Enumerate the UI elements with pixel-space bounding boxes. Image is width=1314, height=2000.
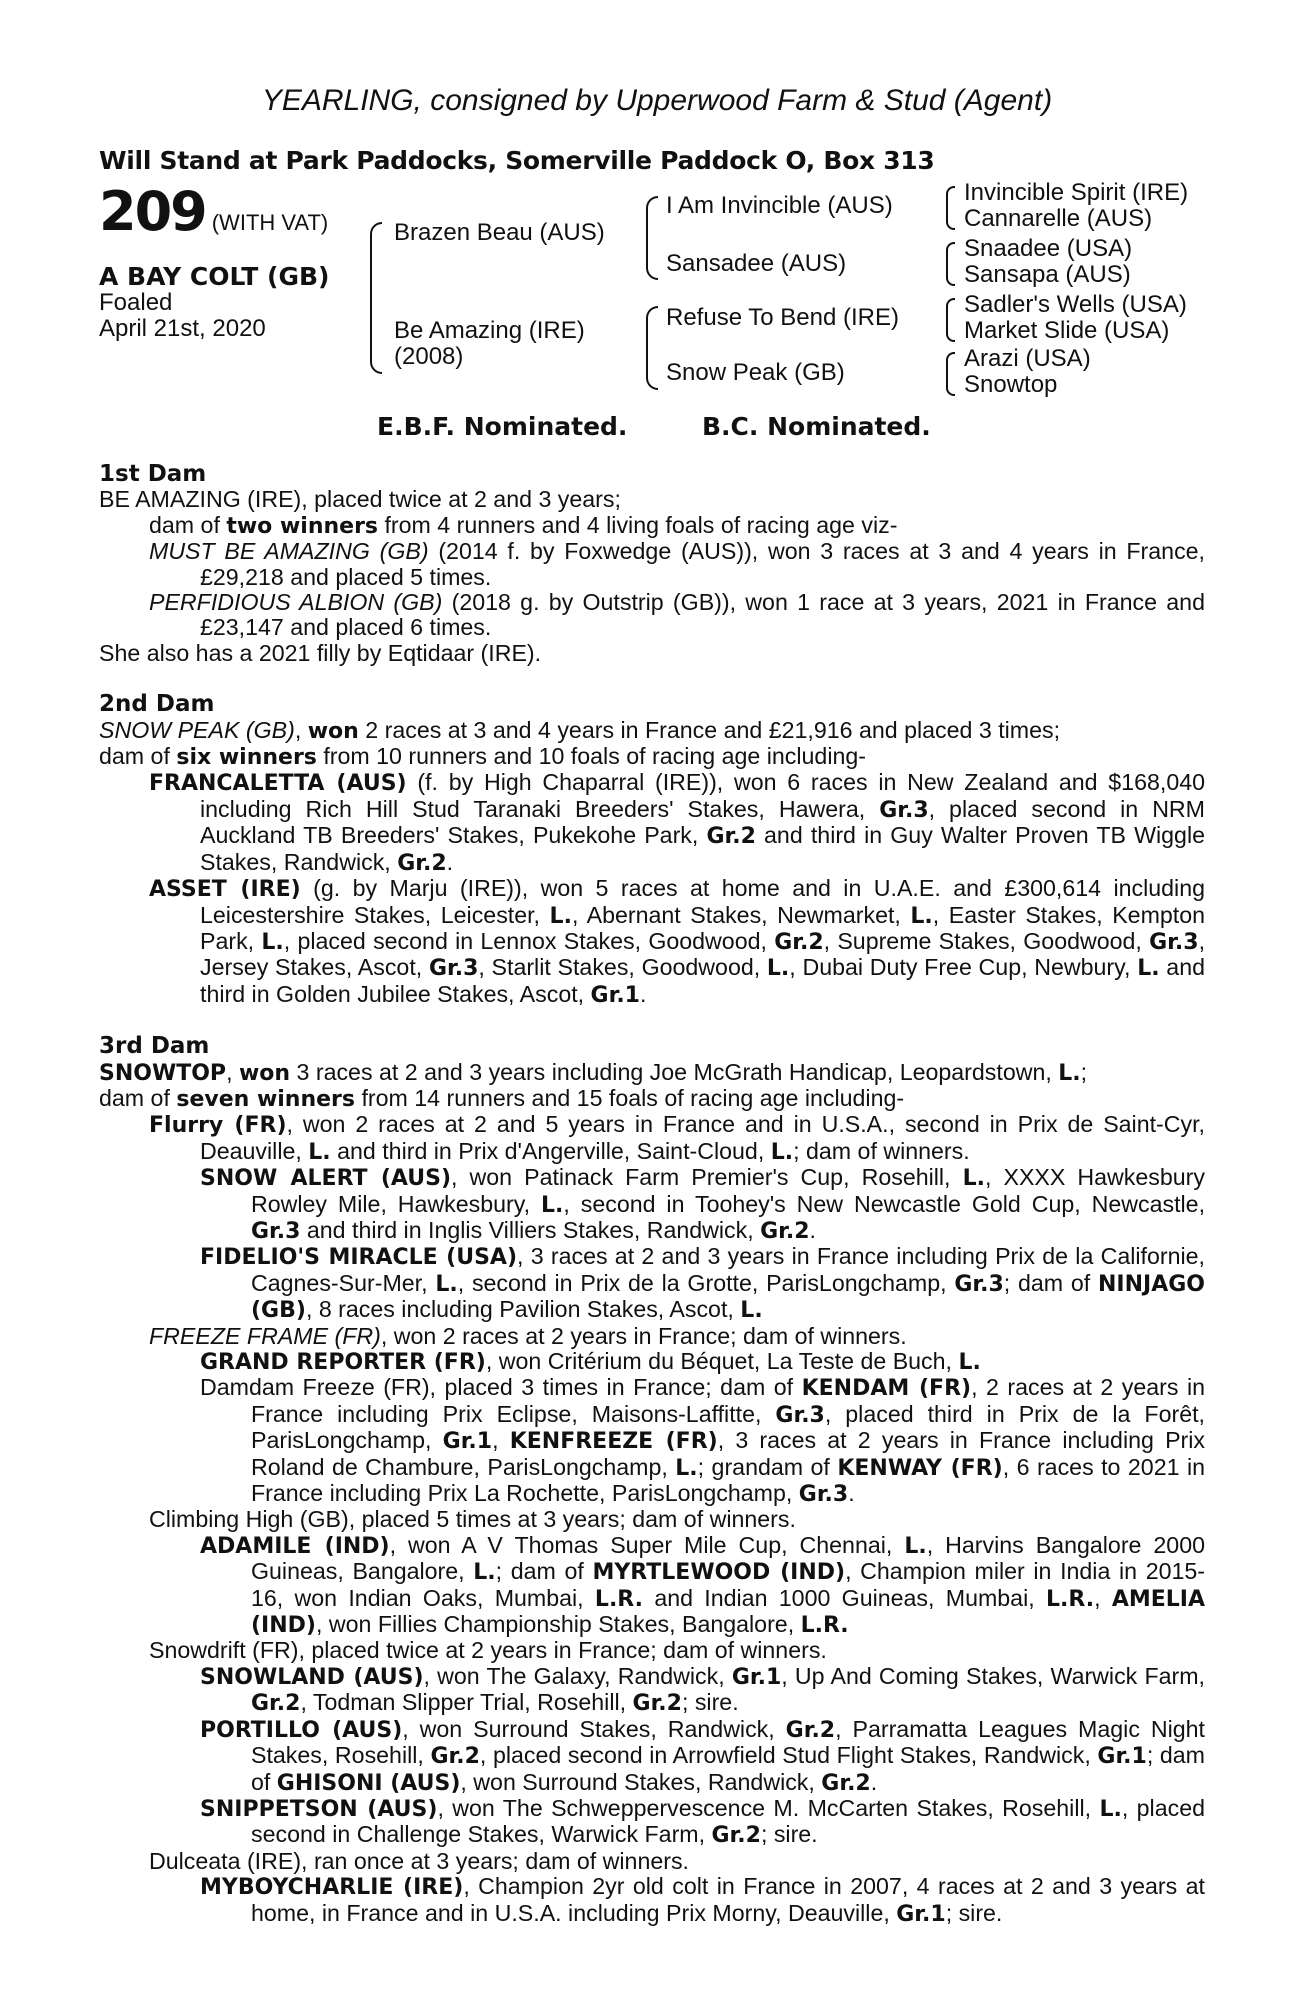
first-dam-entry: BE AMAZING (IRE), placed twice at 2 and 3 years; dam of two winners from 4 runners and 4 living foals of racing age viz-: [99, 486, 898, 539]
pedigree-gg6: Market Slide (USA): [964, 317, 1170, 344]
pedigree-brace-main: [370, 222, 382, 374]
pedigree-gg3: Snaadee (USA): [964, 235, 1133, 262]
pedigree-g1: I Am Invincible (AUS): [666, 192, 893, 219]
pedigree-gg2: Cannarelle (AUS): [964, 205, 1153, 232]
pedigree-brace-sire: [646, 196, 658, 280]
first-dam-note: She also has a 2021 filly by Eqtidaar (IRE).: [99, 639, 542, 666]
third-dam-grandchild-adamile: ADAMILE (IND), won A V Thomas Super Mile Cup, Chennai, L., Harvins Bangalore 2000 Guineas, Bangalore, L.; dam of MYRTLEWOOD (IND), Champion miler in India in 2015-16, won Indian Oaks, Mumbai, L.R. and Indian 1000 Guineas, Mumbai, L.R., AMELIA (IND), won Fillies Championship Stakes, Bangalore, L.R.: [200, 1531, 1205, 1639]
ebf-nominated: E.B.F. Nominated.: [377, 412, 628, 441]
bc-nominated: B.C. Nominated.: [702, 412, 931, 441]
second-dam-entry: SNOW PEAK (GB), won 2 races at 3 and 4 years in France and £21,916 and placed 3 times; dam of six winners from 10 runners and 10 foals of racing age including-: [99, 716, 1061, 771]
section-first-dam: 1st Dam: [99, 461, 207, 487]
pedigree-brace-gg5: [946, 298, 955, 342]
third-dam-progeny-snowdrift: Snowdrift (FR), placed twice at 2 years in France; dam of winners.: [149, 1637, 827, 1664]
lot-number-block: [99, 180, 328, 243]
third-dam-grandchild-fidelio: FIDELIO'S MIRACLE (USA), 3 races at 2 and 3 years in France including Prix de la Californie, Cagnes-Sur-Mer, L., second in Prix de la Grotte, ParisLongchamp, Gr.3; dam of NINJAGO (GB), 8 races including Pavilion Stakes, Ascot, L.: [200, 1243, 1205, 1324]
third-dam-grandchild-grand-reporter: GRAND REPORTER (FR), won Critérium du Béquet, La Teste de Buch, L.: [200, 1348, 981, 1375]
pedigree-gg5: Sadler's Wells (USA): [964, 291, 1187, 318]
page-title: YEARLING, consigned by Upperwood Farm & Stud (Agent): [261, 84, 1053, 117]
third-dam-progeny-dulceata: Dulceata (IRE), ran once at 3 years; dam of winners.: [149, 1847, 689, 1874]
section-third-dam: 3rd Dam: [99, 1033, 210, 1060]
third-dam-grandchild-myboycharlie: MYBOYCHARLIE (IRE), Champion 2yr old colt in France in 2007, 4 races at 2 and 3 years at home, in France and in U.S.A. including Prix Morny, Deauville, Gr.1; sire.: [200, 1873, 1205, 1927]
pedigree-dam: Be Amazing (IRE): [394, 317, 585, 344]
foaled-label: Foaled: [99, 289, 173, 316]
third-dam-progeny-freeze-frame: FREEZE FRAME (FR), won 2 races at 2 years in France; dam of winners.: [149, 1322, 907, 1349]
third-dam-grandchild-snippetson: SNIPPETSON (AUS), won The Schweppervescence M. McCarten Stakes, Rosehill, L., placed second in Challenge Stakes, Warwick Farm, Gr.2; sire.: [200, 1794, 1205, 1849]
third-dam-progeny-climbing-high: Climbing High (GB), placed 5 times at 3 years; dam of winners.: [149, 1506, 796, 1533]
section-second-dam: 2nd Dam: [99, 691, 215, 718]
pedigree-gg1: Invincible Spirit (IRE): [964, 179, 1189, 206]
pedigree-gg8: Snowtop: [964, 371, 1058, 398]
second-dam-progeny-2: ASSET (IRE) (g. by Marju (IRE)), won 5 races at home and in U.A.E. and £300,614 including Leicestershire Stakes, Leicester, L., Abernant Stakes, Newmarket, L., Easter Stakes, Kempton Park, L., placed second in Lennox Stakes, Goodwood, Gr.2, Supreme Stakes, Goodwood, Gr.3, Jersey Stakes, Ascot, Gr.3, Starlit Stakes, Goodwood, L., Dubai Duty Free Cup, Newbury, L. and third in Golden Jubilee Stakes, Ascot, Gr.1.: [149, 875, 1206, 1008]
stand-location: Will Stand at Park Paddocks, Somerville Paddock O, Box 313: [99, 146, 935, 175]
lot-number: 209: [99, 180, 206, 243]
foaled-info: [99, 290, 266, 342]
pedigree-brace-dam: [646, 306, 658, 390]
third-dam-progeny-flurry: Flurry (FR), won 2 races at 2 and 5 years in France and in U.S.A., second in Prix de Saint-Cyr, Deauville, L. and third in Prix d'Angerville, Saint-Cloud, L.; dam of winners.: [149, 1111, 1205, 1165]
pedigree-gg7: Arazi (USA): [964, 345, 1091, 372]
pedigree-g3: Refuse To Bend (IRE): [666, 304, 900, 331]
pedigree-brace-gg3: [946, 242, 955, 286]
third-dam-grandchild-snowland: SNOWLAND (AUS), won The Galaxy, Randwick, Gr.1, Up And Coming Stakes, Warwick Farm, Gr.2, Todman Slipper Trial, Rosehill, Gr.2; sire.: [200, 1662, 1205, 1717]
third-dam-grandchild-damdam-freeze: Damdam Freeze (FR), placed 3 times in France; dam of KENDAM (FR), 2 races at 2 years in France including Prix Eclipse, Maisons-Laffitte, Gr.3, placed third in Prix de la Forêt, ParisLongchamp, Gr.1, KENFREEZE (FR), 3 races at 2 years in France including Prix Roland de Chambure, ParisLongchamp, L.; grandam of KENWAY (FR), 6 races to 2021 in France including Prix La Rochette, ParisLongchamp, Gr.3.: [200, 1374, 1205, 1508]
colt-heading: A BAY COLT (GB): [99, 262, 330, 291]
race-record-body: [99, 462, 1205, 1927]
vat-note: (WITH VAT): [211, 210, 329, 235]
foaled-date: April 21st, 2020: [99, 315, 266, 342]
pedigree-g2: Sansadee (AUS): [666, 250, 847, 277]
third-dam-grandchild-snow-alert: SNOW ALERT (AUS), won Patinack Farm Premier's Cup, Rosehill, L., XXXX Hawkesbury Rowley Mile, Hawkesbury, L., second in Toohey's New Newcastle Gold Cup, Newcastle, Gr.3 and third in Inglis Villiers Stakes, Randwick, Gr.2.: [200, 1164, 1206, 1244]
pedigree-dam-year: (2008): [394, 343, 464, 370]
third-dam-grandchild-portillo: PORTILLO (AUS), won Surround Stakes, Randwick, Gr.2, Parramatta Leagues Magic Night Stakes, Rosehill, Gr.2, placed second in Arrowfield Stud Flight Stakes, Randwick, Gr.1; dam of GHISONI (AUS), won Surround Stakes, Randwick, Gr.2.: [200, 1715, 1205, 1796]
pedigree-brace-gg7: [946, 352, 955, 396]
pedigree-g4: Snow Peak (GB): [666, 359, 845, 386]
third-dam-entry: SNOWTOP, won 3 races at 2 and 3 years including Joe McGrath Handicap, Leopardstown, L.; dam of seven winners from 14 runners and 15 foals of racing age including-: [99, 1058, 1088, 1112]
pedigree-gg4: Sansapa (AUS): [964, 261, 1131, 288]
first-dam-progeny-1: MUST BE AMAZING (GB) (2014 f. by Foxwedge (AUS)), won 3 races at 3 and 4 years in France, £29,218 and placed 5 times.: [149, 538, 1205, 590]
first-dam-progeny-2: PERFIDIOUS ALBION (GB) (2018 g. by Outstrip (GB)), won 1 race at 3 years, 2021 in France and £23,147 and placed 6 times.: [149, 589, 1205, 641]
pedigree-brace-gg1: [946, 186, 955, 230]
second-dam-progeny-1: FRANCALETTA (AUS) (f. by High Chaparral (IRE)), won 6 races in New Zealand and $168,040 including Rich Hill Stud Taranaki Breeders' Stakes, Hawera, Gr.3, placed second in NRM Auckland TB Breeders' Stakes, Pukekohe Park, Gr.2 and third in Guy Walter Proven TB Wiggle Stakes, Randwick, Gr.2.: [149, 769, 1206, 876]
pedigree-sire: Brazen Beau (AUS): [394, 219, 605, 246]
